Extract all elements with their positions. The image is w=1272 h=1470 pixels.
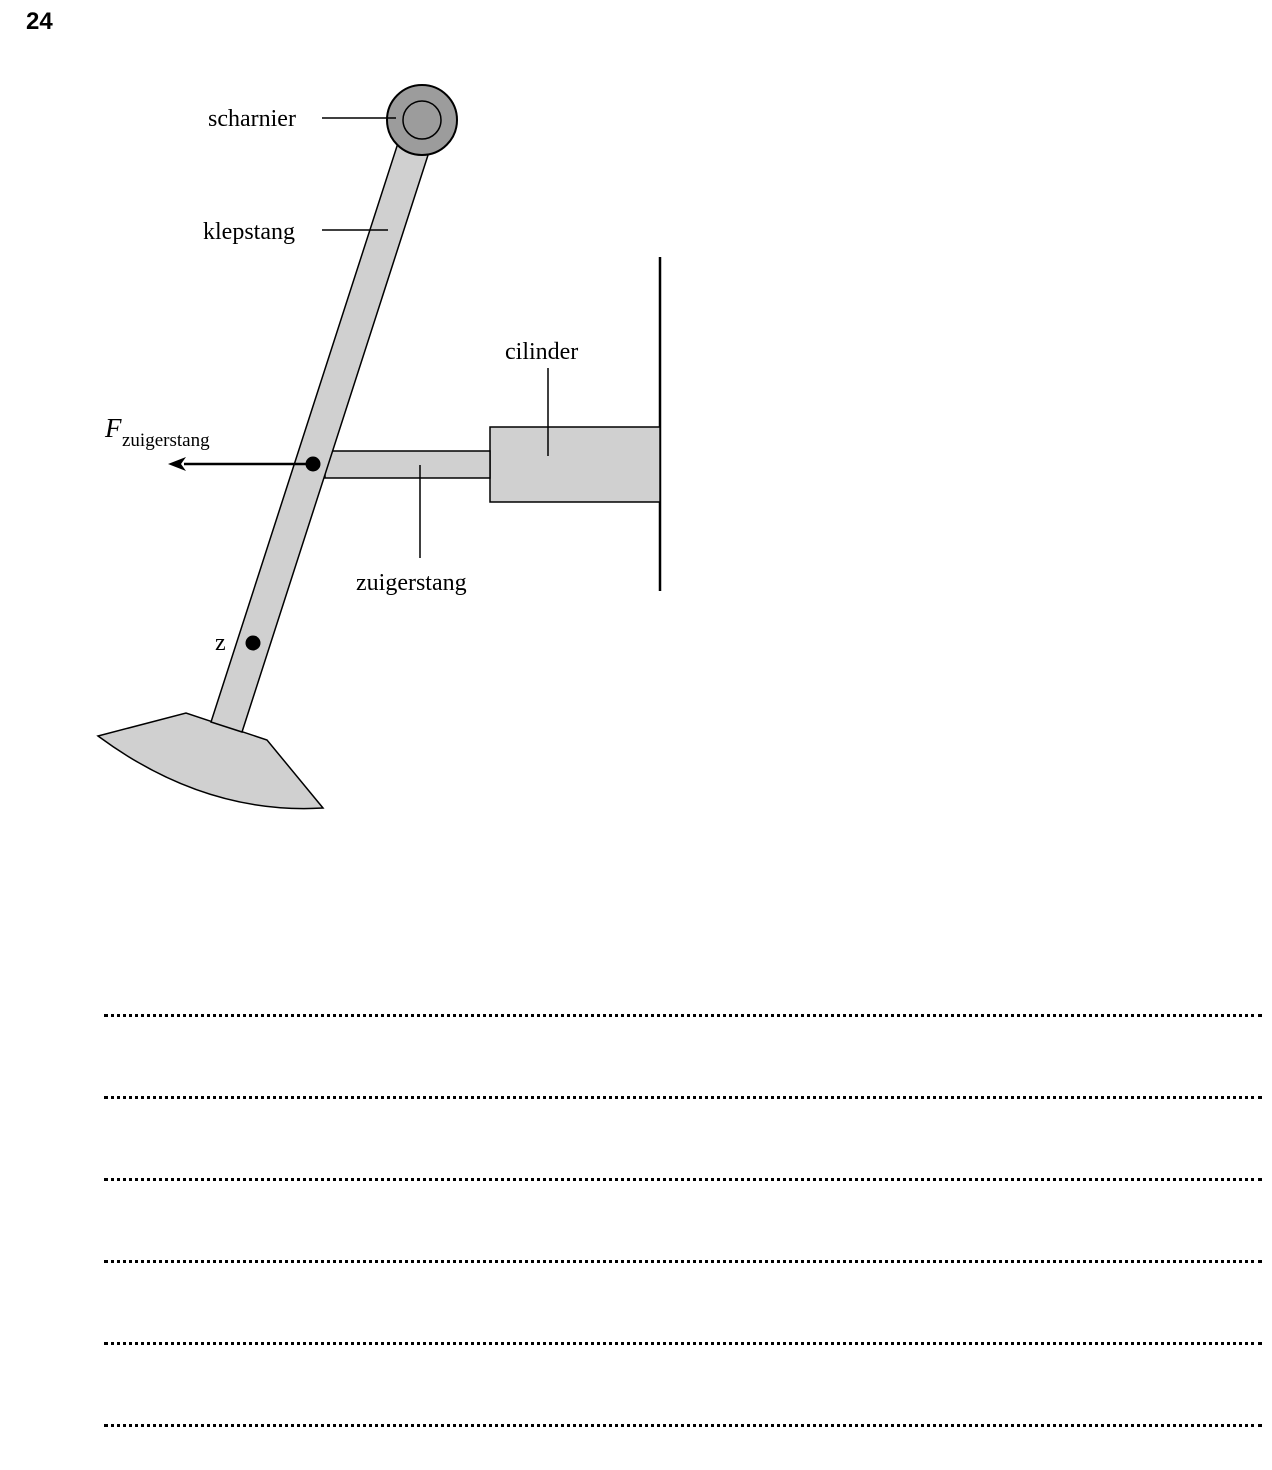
label-force-symbol: F xyxy=(105,413,122,443)
answer-line[interactable] xyxy=(104,985,1262,1017)
question-number: 24 xyxy=(26,8,53,35)
center-of-mass-point xyxy=(246,636,261,651)
force-application-point xyxy=(306,457,321,472)
answer-line[interactable] xyxy=(104,1263,1262,1345)
hinge-inner xyxy=(403,101,441,139)
force-arrowhead xyxy=(168,457,186,471)
label-zuigerstang: zuigerstang xyxy=(356,570,467,596)
cylinder-body xyxy=(490,427,660,502)
answer-line[interactable] xyxy=(104,1099,1262,1181)
label-z: z xyxy=(215,630,226,656)
label-klepstang: klepstang xyxy=(203,219,295,245)
answer-lines xyxy=(104,985,1262,1427)
valve-plate xyxy=(98,713,323,809)
answer-line[interactable] xyxy=(104,1017,1262,1099)
piston-rod xyxy=(325,451,490,478)
answer-line[interactable] xyxy=(104,1345,1262,1427)
label-force-subscript: zuigerstang xyxy=(122,430,210,451)
label-cilinder: cilinder xyxy=(505,339,579,365)
answer-line[interactable] xyxy=(104,1181,1262,1263)
label-scharnier: scharnier xyxy=(208,106,296,132)
